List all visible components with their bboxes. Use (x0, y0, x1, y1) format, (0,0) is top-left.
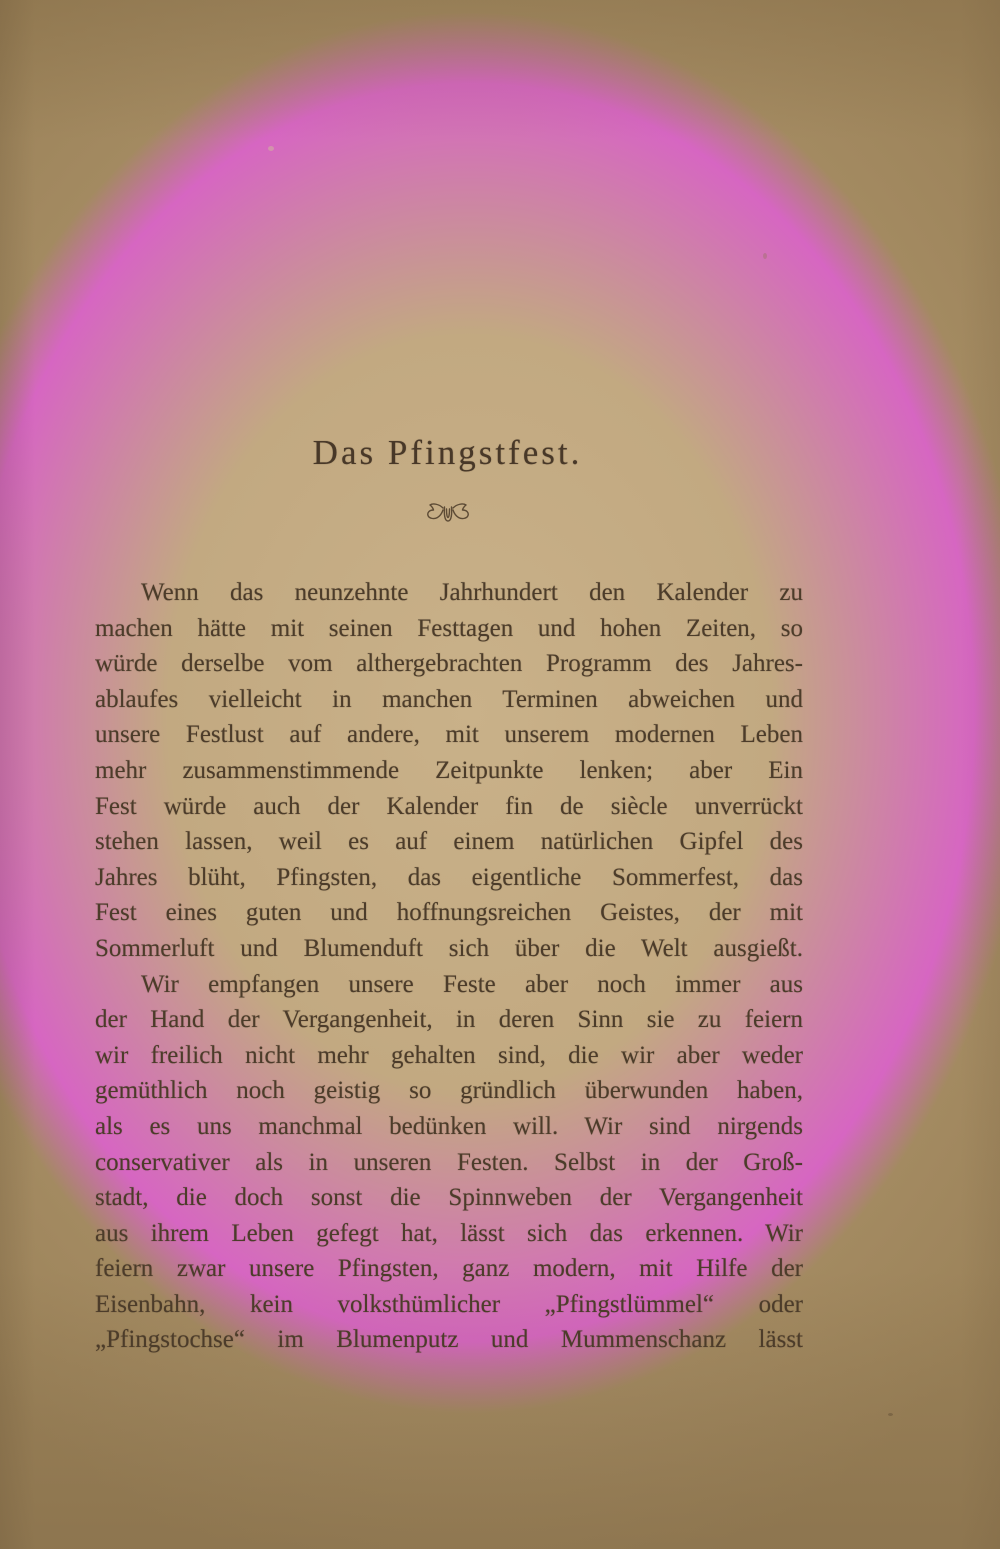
text-line: stehen lassen, weil es auf einem natürlichen Gipfel des (95, 828, 803, 856)
text-line: Jahres blüht, Pfingsten, das eigentliche Sommerfest, das (95, 863, 803, 891)
text-line: feiern zwar unsere Pfingsten, ganz modern, mit Hilfe der (95, 1255, 803, 1283)
text-line: als es uns manchmal bedünken will. Wir sind nirgends (95, 1112, 803, 1140)
text-line: „Pfingstochse“ im Blumenputz und Mummenschanz lässt (95, 1326, 803, 1354)
text-line: Fest eines guten und hoffnungsreichen Geistes, der mit (95, 899, 803, 927)
paragraph (95, 575, 803, 967)
text-line: unsere Festlust auf andere, mit unserem modernen Leben (95, 721, 803, 749)
text-line: stadt, die doch sonst die Spinnweben der Vergangenheit (95, 1184, 803, 1212)
page-title: Das Pfingstfest. (312, 433, 583, 472)
text-line: Eisenbahn, kein volksthümlicher „Pfingstlümmel“ oder (95, 1290, 803, 1318)
page-text (95, 575, 803, 1358)
text-line: Fest würde auch der Kalender fin de siècle unverrückt (95, 792, 803, 820)
text-line: Wenn das neunzehnte Jahrhundert den Kalender zu (141, 579, 803, 606)
text-line: der Hand der Vergangenheit, in deren Sinn sie zu feiern (95, 1006, 803, 1034)
text-line: ablaufes vielleicht in manchen Terminen abweichen und (95, 685, 803, 713)
paper-speck (763, 253, 767, 259)
text-line: mehr zusammenstimmende Zeitpunkte lenken; aber Ein (95, 756, 803, 784)
text-line: Sommerluft und Blumenduft sich über die Welt ausgießt. (95, 934, 803, 962)
text-line: gemüthlich noch geistig so gründlich überwunden haben, (95, 1077, 803, 1105)
text-line: aus ihrem Leben gefegt hat, lässt sich das erkennen. Wir (95, 1219, 803, 1247)
text-line: Wir empfangen unsere Feste aber noch immer aus (141, 970, 803, 998)
fleuron-ornament (0, 501, 895, 534)
text-line: wir freilich nicht mehr gehalten sind, die wir aber weder (95, 1041, 803, 1069)
paper-speck (268, 146, 274, 151)
paper-speck (888, 1413, 893, 1416)
text-line: würde derselbe vom althergebrachten Programm des Jahres- (95, 650, 803, 678)
text-line: machen hätte mit seinen Festtagen und hohen Zeiten, so (95, 614, 803, 642)
paragraph (95, 967, 803, 1359)
text-line: conservativer als in unseren Festen. Selbst in der Groß- (95, 1148, 803, 1176)
